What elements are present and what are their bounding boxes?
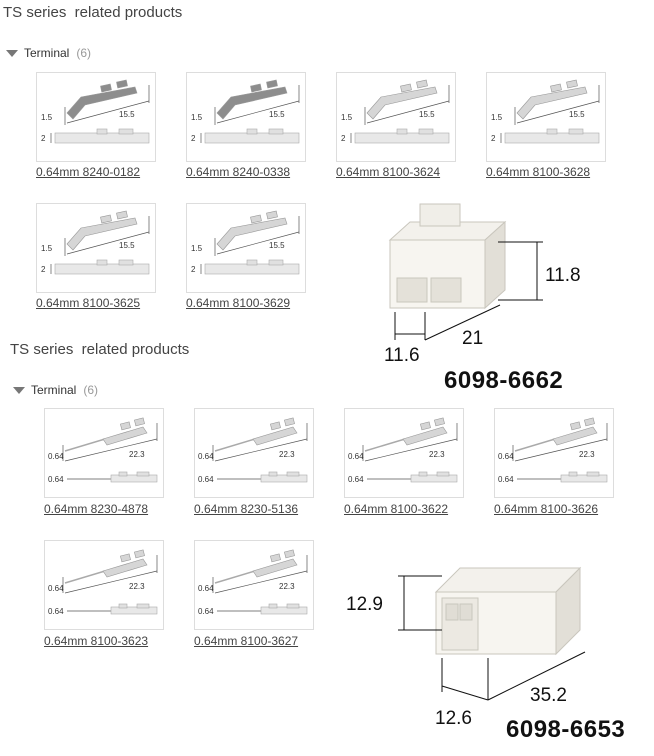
svg-text:22.3: 22.3 <box>429 450 445 459</box>
terminal-thumbnail[interactable] <box>486 72 606 162</box>
product-link[interactable]: 0.64mm 8100-3628 <box>486 165 591 179</box>
dimension-length: 35.2 <box>530 685 567 706</box>
svg-text:0.64: 0.64 <box>198 475 214 484</box>
terminal-group-toggle[interactable] <box>13 383 98 397</box>
dimension-length: 21 <box>462 328 484 349</box>
terminal-thumbnail[interactable] <box>194 540 314 630</box>
product-link[interactable]: 0.64mm 8100-3623 <box>44 634 149 648</box>
svg-text:22.3: 22.3 <box>579 450 595 459</box>
terminal-thumbnail[interactable] <box>36 203 156 293</box>
product-link[interactable]: 0.64mm 8100-3622 <box>344 502 449 516</box>
terminal-sketch-icon <box>345 409 463 497</box>
group-label: Terminal <box>31 383 77 397</box>
dimension-width: 11.6 <box>384 345 420 366</box>
svg-text:2: 2 <box>191 134 196 143</box>
terminal-thumbnail[interactable] <box>336 72 456 162</box>
product-link[interactable]: 0.64mm 8230-4878 <box>44 502 149 516</box>
svg-text:0.64: 0.64 <box>198 607 214 616</box>
group-count: (6) <box>76 46 92 60</box>
product-link[interactable]: 0.64mm 8230-5136 <box>194 502 299 516</box>
terminal-sketch-icon <box>195 541 313 629</box>
group-label: Terminal <box>24 46 70 60</box>
dimension-height: 12.9 <box>346 594 383 615</box>
terminal-sketch-icon <box>337 73 455 161</box>
terminal-thumbnail[interactable] <box>186 72 306 162</box>
svg-text:0.64: 0.64 <box>198 584 214 593</box>
terminal-thumbnail[interactable] <box>494 408 614 498</box>
svg-text:15.5: 15.5 <box>119 110 135 119</box>
svg-text:1.5: 1.5 <box>41 113 53 122</box>
svg-text:2: 2 <box>191 265 196 274</box>
svg-text:0.64: 0.64 <box>198 452 214 461</box>
terminal-thumbnail[interactable] <box>44 540 164 630</box>
svg-text:0.64: 0.64 <box>348 475 364 484</box>
svg-text:15.5: 15.5 <box>269 110 285 119</box>
svg-text:15.5: 15.5 <box>569 110 585 119</box>
svg-text:0.64: 0.64 <box>48 607 64 616</box>
svg-text:22.3: 22.3 <box>279 582 295 591</box>
part-number: 6098-6662 <box>444 367 564 394</box>
svg-text:1.5: 1.5 <box>41 244 53 253</box>
collapse-triangle-icon <box>6 50 18 57</box>
svg-text:1.5: 1.5 <box>341 113 353 122</box>
terminal-sketch-icon <box>45 409 163 497</box>
dimension-width: 12.6 <box>435 708 472 729</box>
product-link[interactable]: 0.64mm 8100-3626 <box>494 502 599 516</box>
section-title: TS series related products <box>10 341 190 358</box>
svg-text:0.64: 0.64 <box>498 475 514 484</box>
product-link[interactable]: 0.64mm 8100-3629 <box>186 296 291 310</box>
svg-text:1.5: 1.5 <box>191 244 203 253</box>
svg-text:22.3: 22.3 <box>279 450 295 459</box>
section-title: TS series related products <box>3 4 183 21</box>
svg-text:2: 2 <box>41 134 46 143</box>
svg-text:15.5: 15.5 <box>419 110 435 119</box>
terminal-thumbnail[interactable] <box>44 408 164 498</box>
terminal-thumbnail[interactable] <box>194 408 314 498</box>
svg-text:1.5: 1.5 <box>491 113 503 122</box>
product-link[interactable]: 0.64mm 8100-3625 <box>36 296 141 310</box>
product-link[interactable]: 0.64mm 8240-0182 <box>36 165 141 179</box>
svg-text:2: 2 <box>491 134 496 143</box>
svg-text:0.64: 0.64 <box>48 452 64 461</box>
group-count: (6) <box>83 383 99 397</box>
svg-text:22.3: 22.3 <box>129 582 145 591</box>
terminal-sketch-icon <box>487 73 605 161</box>
terminal-thumbnail[interactable] <box>186 203 306 293</box>
svg-text:15.5: 15.5 <box>269 241 285 250</box>
svg-text:2: 2 <box>41 265 46 274</box>
collapse-triangle-icon <box>13 387 25 394</box>
terminal-sketch-icon <box>187 73 305 161</box>
terminal-sketch-icon <box>37 204 155 292</box>
terminal-sketch-icon <box>187 204 305 292</box>
terminal-sketch-icon <box>45 541 163 629</box>
terminal-group-toggle[interactable] <box>6 46 91 60</box>
terminal-thumbnail[interactable] <box>344 408 464 498</box>
svg-text:0.64: 0.64 <box>498 452 514 461</box>
svg-text:15.5: 15.5 <box>119 241 135 250</box>
svg-text:1.5: 1.5 <box>191 113 203 122</box>
svg-text:0.64: 0.64 <box>348 452 364 461</box>
terminal-thumbnail[interactable] <box>36 72 156 162</box>
terminal-sketch-icon <box>195 409 313 497</box>
product-link[interactable]: 0.64mm 8100-3627 <box>194 634 299 648</box>
dimension-height: 11.8 <box>545 265 581 286</box>
svg-text:0.64: 0.64 <box>48 475 64 484</box>
product-link[interactable]: 0.64mm 8100-3624 <box>336 165 441 179</box>
terminal-sketch-icon <box>495 409 613 497</box>
svg-text:0.64: 0.64 <box>48 584 64 593</box>
terminal-sketch-icon <box>37 73 155 161</box>
svg-text:22.3: 22.3 <box>129 450 145 459</box>
svg-text:2: 2 <box>341 134 346 143</box>
product-link[interactable]: 0.64mm 8240-0338 <box>186 165 291 179</box>
part-number: 6098-6653 <box>506 716 626 743</box>
